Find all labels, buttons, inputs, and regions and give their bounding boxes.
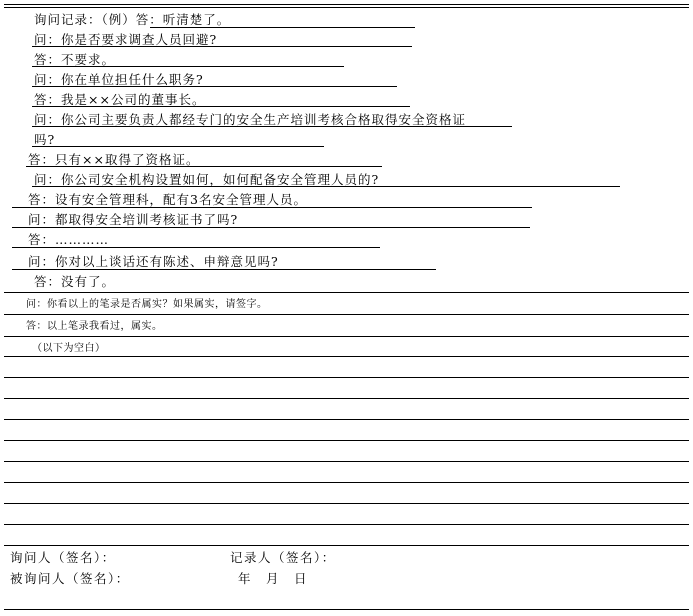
blank-rule (4, 419, 689, 420)
record-line: 问：你公司安全机构设置如何，如何配备安全管理人员的? (34, 172, 380, 187)
blank-rule (4, 377, 689, 378)
record-line: （以下为空白） (32, 343, 106, 354)
record-line: 答：只有××取得了资格证。 (28, 152, 200, 167)
record-line: 问：你在单位担任什么职务? (34, 72, 204, 87)
record-line: 答：以上笔录我看过，属实。 (26, 321, 163, 332)
record-line: 答：………… (28, 232, 110, 247)
record-line: 答：不要求。 (34, 52, 116, 67)
rule (4, 314, 689, 315)
underline (12, 247, 380, 248)
underline (32, 86, 397, 87)
record-line: 吗? (34, 132, 56, 147)
record-line: 问：你看以上的笔录是否属实？如果属实，请签字。 (26, 299, 268, 310)
record-line: 询问记录：（例）答：听清楚了。 (34, 12, 231, 27)
record-line: 答：设有安全管理科，配有3名安全管理人员。 (28, 192, 307, 207)
record-line: 答：没有了。 (34, 274, 116, 289)
record-line: 问：你是否要求调查人员回避? (34, 32, 218, 47)
underline (32, 66, 344, 67)
underline (26, 166, 382, 167)
bottom-rule (4, 609, 689, 610)
top-rule (4, 4, 689, 5)
underline (150, 27, 415, 28)
signature-date: 年 月 日 (238, 571, 309, 586)
rule (4, 336, 689, 337)
record-line: 问：你公司主要负责人都经专门的安全生产培训考核合格取得安全资格证 (34, 112, 467, 127)
inquired-signature-label: 被询问人（签名）： (10, 571, 130, 586)
underline (12, 269, 436, 270)
rule (4, 292, 689, 293)
blank-rule (4, 482, 689, 483)
blank-rule (4, 503, 689, 504)
record-line: 答：我是××公司的董事长。 (34, 92, 206, 107)
record-line: 问：都取得安全培训考核证书了吗? (28, 212, 239, 227)
recorder-signature-label: 记录人（签名）： (230, 550, 336, 565)
underline (32, 106, 410, 107)
underline (32, 146, 324, 147)
top-rule-inner (4, 7, 689, 8)
rule (4, 356, 689, 357)
blank-rule (4, 398, 689, 399)
record-line: 问：你对以上谈话还有陈述、申辩意见吗? (28, 254, 279, 269)
underline (32, 186, 620, 187)
blank-rule (4, 545, 689, 546)
inquirer-signature-label: 询问人（签名）： (10, 550, 116, 565)
underline (32, 126, 512, 127)
blank-rule (4, 461, 689, 462)
blank-rule (4, 440, 689, 441)
underline (12, 207, 532, 208)
underline (12, 227, 530, 228)
underline (32, 46, 412, 47)
blank-rule (4, 524, 689, 525)
